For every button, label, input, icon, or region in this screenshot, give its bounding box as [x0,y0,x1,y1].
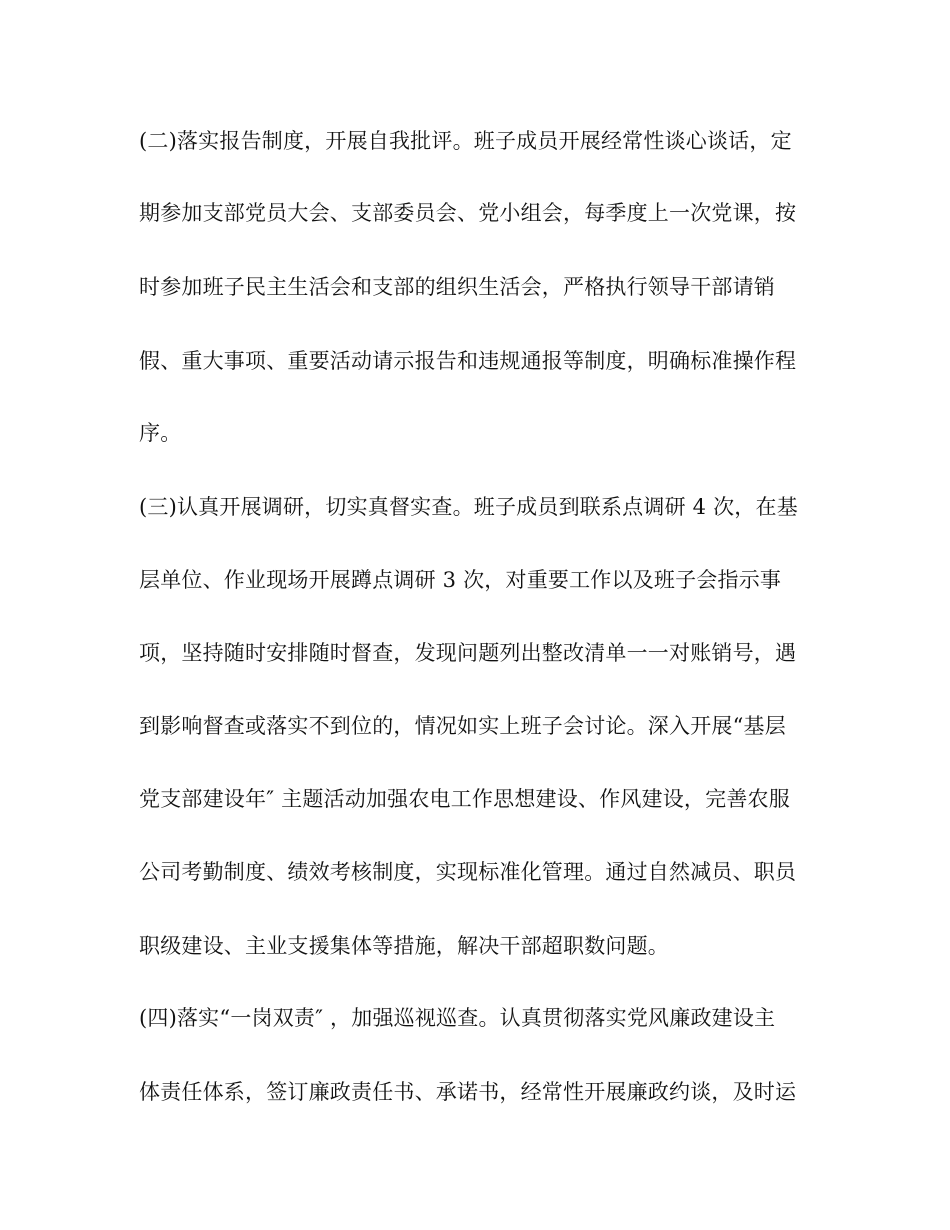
text-line-10: 党支部建设年″ 主题活动加强农电工作思想建设、作风建设，完善农服 [139,787,790,811]
text-line-9: 到影响督查或落实不到位的，情况如实上班子会讨论。深入开展“基层 [139,714,786,738]
text-line-7: 层单位、作业现场开展蹲点调研 3 次，对重要工作以及班子会指示事 [139,568,782,592]
text-line-4: 假、重大事项、重要活动请示报告和违规通报等制度，明确标准操作程 [139,349,797,373]
text-line-6: (三)认真开展调研，切实真督实查。班子成员到联系点调研 4 次，在基 [139,495,798,519]
text-line-11: 公司考勤制度、绩效考核制度，实现标准化管理。通过自然减员、职员 [139,860,797,884]
text-line-3: 时参加班子民主生活会和支部的组织生活会，严格执行领导干部请销 [139,275,775,299]
text-line-2: 期参加支部党员大会、支部委员会、党小组会，每季度上一次党课，按 [139,201,797,225]
text-line-13: (四)落实“一岗双责″ ，加强巡视巡查。认真贯彻落实党风廉政建设主 [139,1006,776,1030]
text-line-1: (二)落实报告制度，开展自我批评。班子成员开展经常性谈心谈话，定 [139,129,792,153]
text-line-5: 序。 [139,421,182,445]
text-line-8: 项，坚持随时安排随时督查，发现问题列出整改清单一一对账销号，遇 [139,641,797,665]
text-line-14: 体责任体系，签订廉政责任书、承诺书，经常性开展廉政约谈，及时运 [139,1080,797,1104]
text-line-12: 职级建设、主业支援集体等措施，解决干部超职数问题。 [139,934,669,958]
